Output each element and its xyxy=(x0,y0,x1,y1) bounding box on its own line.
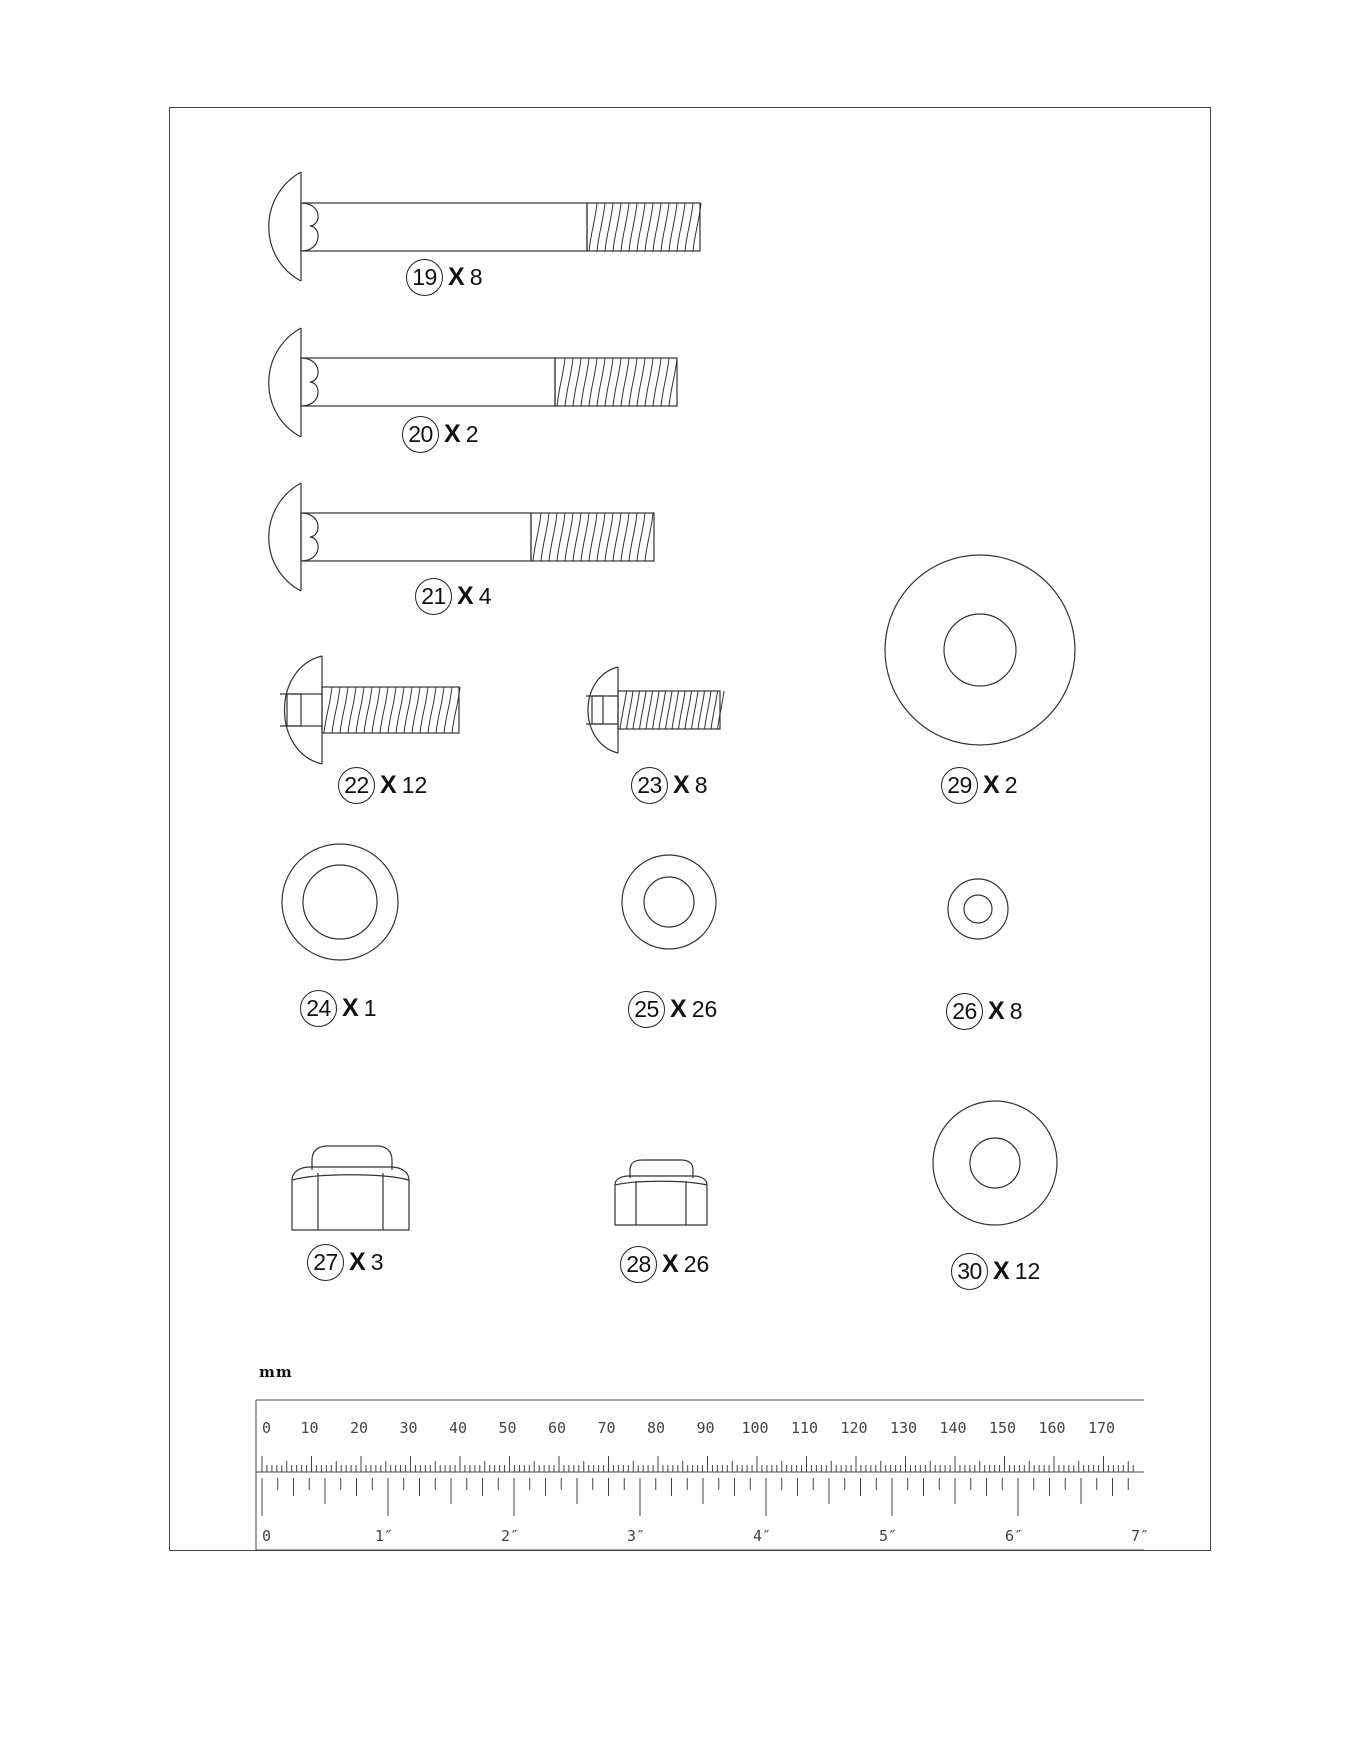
part-number-badge: 21 xyxy=(415,578,452,615)
mm-tick-label: 0 xyxy=(262,1419,272,1437)
inch-scale-ticks xyxy=(262,1478,1128,1516)
mm-tick-label: 80 xyxy=(646,1419,666,1437)
inch-tick-label: 6″ xyxy=(1004,1527,1024,1545)
part-label-20 xyxy=(402,416,478,453)
part-quantity: 26 xyxy=(683,1251,710,1277)
mm-tick-label: 30 xyxy=(399,1419,418,1437)
part-label-21 xyxy=(415,578,491,615)
mm-tick-label: 170 xyxy=(1087,1419,1116,1437)
part-quantity: 12 xyxy=(401,772,428,798)
mm-tick-label: 140 xyxy=(939,1419,967,1437)
mm-tick-label: 90 xyxy=(696,1419,715,1437)
part-quantity: 8 xyxy=(469,264,483,290)
mm-tick-label: 50 xyxy=(498,1419,517,1437)
inch-tick-label: 7″ xyxy=(1130,1527,1150,1545)
part-label-29 xyxy=(941,767,1017,804)
mm-tick-label: 40 xyxy=(448,1419,468,1437)
mm-tick-label: 150 xyxy=(988,1419,1017,1437)
washer-26-drawing xyxy=(948,879,1008,939)
mm-scale-ticks xyxy=(262,1456,1133,1472)
part-label-26 xyxy=(946,993,1022,1030)
part-quantity: 2 xyxy=(465,421,479,447)
mm-tick-label: 110 xyxy=(790,1419,819,1437)
times-sign: X xyxy=(662,1250,679,1278)
part-quantity: 1 xyxy=(363,995,377,1021)
washer-25-drawing xyxy=(622,855,716,949)
times-sign: X xyxy=(342,994,359,1022)
thread-hatching xyxy=(324,687,460,733)
part-number-badge: 30 xyxy=(951,1253,988,1290)
times-sign: X xyxy=(988,997,1005,1025)
times-sign: X xyxy=(448,263,465,291)
lock-nut-28-drawing xyxy=(615,1160,707,1225)
part-quantity: 4 xyxy=(478,583,492,609)
part-label-22 xyxy=(338,767,427,804)
part-label-24 xyxy=(300,990,376,1027)
part-quantity: 8 xyxy=(694,772,708,798)
part-label-28 xyxy=(620,1246,709,1283)
part-quantity: 8 xyxy=(1009,998,1023,1024)
inch-scale-labels xyxy=(262,1527,1149,1545)
mm-tick-label: 160 xyxy=(1038,1419,1066,1437)
part-quantity: 26 xyxy=(691,996,718,1022)
mm-scale-labels xyxy=(262,1419,1115,1437)
times-sign: X xyxy=(444,420,461,448)
washer-30-drawing xyxy=(933,1101,1057,1225)
part-label-27 xyxy=(307,1244,383,1281)
times-sign: X xyxy=(983,771,1000,799)
times-sign: X xyxy=(457,582,474,610)
lock-nut-27-drawing xyxy=(292,1146,409,1230)
thread-hatching xyxy=(557,358,677,406)
inch-tick-label: 0 xyxy=(262,1527,272,1545)
part-number-badge: 19 xyxy=(406,259,443,296)
part-number-badge: 28 xyxy=(620,1246,657,1283)
mm-tick-label: 10 xyxy=(300,1419,319,1437)
part-number-badge: 29 xyxy=(941,767,978,804)
part-quantity: 3 xyxy=(370,1249,384,1275)
part-label-30 xyxy=(951,1253,1040,1290)
mm-tick-label: 120 xyxy=(840,1419,868,1437)
button-bolt-23-drawing xyxy=(586,667,720,753)
part-number-badge: 20 xyxy=(402,416,439,453)
mm-tick-label: 100 xyxy=(741,1419,769,1437)
inch-tick-label: 1″ xyxy=(374,1527,394,1545)
part-quantity: 2 xyxy=(1004,772,1018,798)
washer-29-drawing xyxy=(885,555,1075,745)
mm-tick-label: 130 xyxy=(889,1419,918,1437)
part-number-badge: 27 xyxy=(307,1244,344,1281)
carriage-bolt-21-drawing xyxy=(269,483,654,591)
thread-hatching xyxy=(533,513,653,561)
inch-tick-label: 3″ xyxy=(626,1527,646,1545)
mm-tick-label: 20 xyxy=(349,1419,369,1437)
part-number-badge: 25 xyxy=(628,991,665,1028)
ruler-unit-label: mm xyxy=(259,1363,293,1381)
part-number-badge: 24 xyxy=(300,990,337,1027)
mm-tick-label: 70 xyxy=(597,1419,616,1437)
times-sign: X xyxy=(380,771,397,799)
part-number-badge: 23 xyxy=(631,767,668,804)
thread-hatching xyxy=(620,691,724,729)
times-sign: X xyxy=(993,1257,1010,1285)
washer-24-drawing xyxy=(282,844,398,960)
times-sign: X xyxy=(349,1248,366,1276)
part-quantity: 12 xyxy=(1014,1258,1041,1284)
mm-tick-label: 60 xyxy=(547,1419,567,1437)
thread-hatching xyxy=(589,203,701,251)
inch-tick-label: 2″ xyxy=(500,1527,520,1545)
times-sign: X xyxy=(673,771,690,799)
part-label-25 xyxy=(628,991,717,1028)
part-number-badge: 22 xyxy=(338,767,375,804)
times-sign: X xyxy=(670,995,687,1023)
inch-tick-label: 4″ xyxy=(752,1527,772,1545)
inch-tick-label: 5″ xyxy=(878,1527,898,1545)
part-label-23 xyxy=(631,767,707,804)
carriage-bolt-19-drawing xyxy=(269,172,700,281)
part-label-19 xyxy=(406,259,482,296)
part-number-badge: 26 xyxy=(946,993,983,1030)
